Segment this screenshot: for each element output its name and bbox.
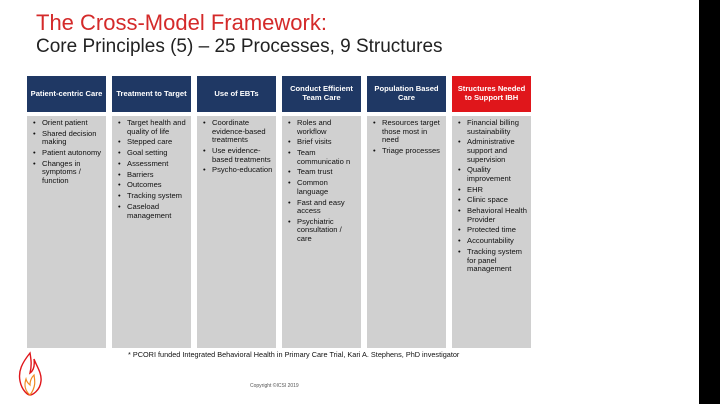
item-list bbox=[285, 119, 358, 244]
slide-title: The Cross-Model Framework: bbox=[36, 10, 327, 35]
copyright-text: Copyright ©ICSI 2019 bbox=[250, 383, 299, 389]
item-list bbox=[455, 119, 528, 274]
flame-logo-icon bbox=[16, 351, 44, 397]
list-item: • Resources target those most in need bbox=[382, 119, 443, 145]
column-header: Structures Needed to Support IBH bbox=[452, 76, 531, 112]
column-body bbox=[367, 116, 446, 348]
footnote: * PCORI funded Integrated Behavioral Health in Primary Care Trial, Kari A. Stephens, PhD investigator bbox=[128, 350, 460, 359]
item-list bbox=[30, 119, 103, 186]
slide-subtitle: Core Principles (5) – 25 Processes, 9 Structures bbox=[36, 36, 443, 57]
column-body bbox=[27, 116, 106, 348]
list-item: • Brief visits bbox=[297, 138, 358, 147]
list-item: • Orient patient bbox=[42, 119, 103, 128]
list-item: • Caseload management bbox=[127, 203, 188, 220]
list-item: • Psycho-education bbox=[212, 166, 273, 175]
list-item: • Protected time bbox=[467, 226, 528, 235]
list-item: • Administrative support and supervision bbox=[467, 138, 528, 164]
list-item: • Goal setting bbox=[127, 149, 188, 158]
list-item: • Patient autonomy bbox=[42, 149, 103, 158]
column-header: Population Based Care bbox=[367, 76, 446, 112]
list-item: • EHR bbox=[467, 186, 528, 195]
item-list bbox=[115, 119, 188, 220]
list-item: • Quality improvement bbox=[467, 166, 528, 183]
column-structures-ibh bbox=[452, 76, 531, 348]
list-item: • Team communicatio n bbox=[297, 149, 358, 166]
item-list bbox=[370, 119, 443, 156]
list-item: • Use evidence-based treatments bbox=[212, 147, 273, 164]
list-item: • Changes in symptoms / function bbox=[42, 160, 103, 186]
list-item: • Financial billing sustainability bbox=[467, 119, 528, 136]
column-body bbox=[452, 116, 531, 348]
item-list bbox=[200, 119, 273, 175]
list-item: • Psychiatric consultation / care bbox=[297, 218, 358, 244]
list-item: • Shared decision making bbox=[42, 130, 103, 147]
list-item: • Outcomes bbox=[127, 181, 188, 190]
column-patient-centric-care bbox=[27, 76, 106, 348]
list-item: • Accountability bbox=[467, 237, 528, 246]
column-header: Patient-centric Care bbox=[27, 76, 106, 112]
column-population-based-care bbox=[367, 76, 446, 348]
list-item: • Team trust bbox=[297, 168, 358, 177]
list-item: • Stepped care bbox=[127, 138, 188, 147]
list-item: • Common language bbox=[297, 179, 358, 196]
list-item: • Roles and workflow bbox=[297, 119, 358, 136]
column-treatment-to-target bbox=[112, 76, 191, 348]
list-item: • Behavioral Health Provider bbox=[467, 207, 528, 224]
list-item: • Coordinate evidence-based treatments bbox=[212, 119, 273, 145]
list-item: • Target health and quality of life bbox=[127, 119, 188, 136]
list-item: • Clinic space bbox=[467, 196, 528, 205]
column-use-of-ebts bbox=[197, 76, 276, 348]
column-efficient-team-care bbox=[282, 76, 361, 348]
list-item: • Tracking system for panel management bbox=[467, 248, 528, 274]
list-item: • Assessment bbox=[127, 160, 188, 169]
list-item: • Triage processes bbox=[382, 147, 443, 156]
list-item: • Barriers bbox=[127, 171, 188, 180]
column-header: Conduct Efficient Team Care bbox=[282, 76, 361, 112]
column-body bbox=[112, 116, 191, 348]
column-header: Use of EBTs bbox=[197, 76, 276, 112]
list-item: • Tracking system bbox=[127, 192, 188, 201]
column-body bbox=[197, 116, 276, 348]
list-item: • Fast and easy access bbox=[297, 199, 358, 216]
column-body bbox=[282, 116, 361, 348]
column-header: Treatment to Target bbox=[112, 76, 191, 112]
